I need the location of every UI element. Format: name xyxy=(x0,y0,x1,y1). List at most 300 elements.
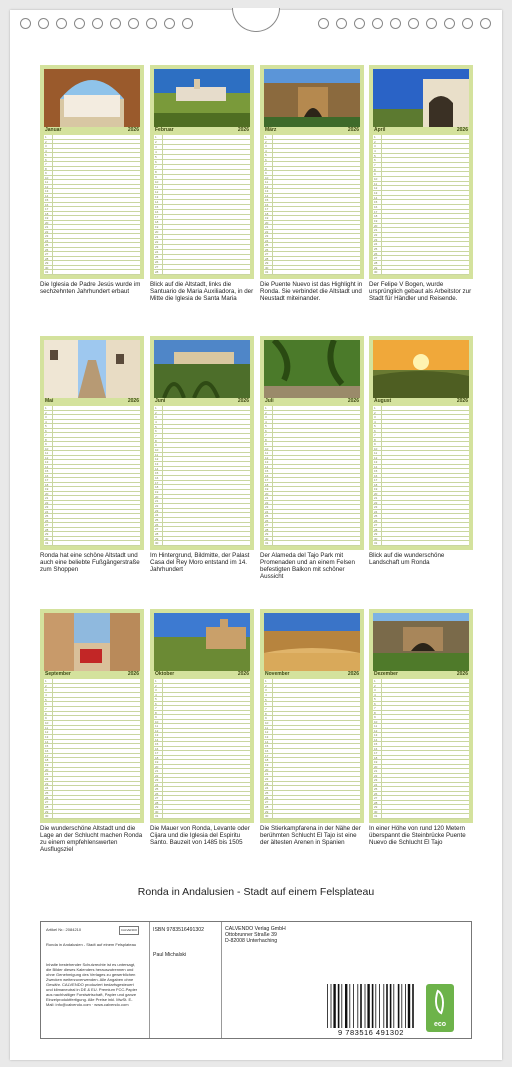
binding-hole xyxy=(372,18,383,29)
day-number: 21 xyxy=(45,772,49,777)
day-number: 25 xyxy=(155,518,159,522)
day-number: 9 xyxy=(155,715,157,720)
day-number: 14 xyxy=(374,195,378,200)
month-year: 2026 xyxy=(237,398,249,404)
day-number: 18 xyxy=(155,485,159,490)
month-card xyxy=(150,65,254,279)
month-header xyxy=(154,671,250,678)
publisher-street: Ottobrunner Straße 39 xyxy=(225,932,277,938)
day-number: 24 xyxy=(45,509,49,514)
day-number: 19 xyxy=(45,487,49,492)
day-number: 19 xyxy=(155,225,159,229)
day-number: 20 xyxy=(45,767,49,772)
fine-print: Inhalte bestehender Schutzrechte ist es untersagt, die Bilder dieses Kalenders herauszutrennen und ohne Genehmigung des Verlages zu gewerblichen Zwecken weiterzuverwenden. Alle Angaben ohne Gewähr. CALVENDO produziert bedarfsgesteuert und klimaneutral in DE & EU. Premium FCC-Papier aus nachhaltiger Forstwirtschaft, Papier und ganze Einzelproduktfertigung. Alle Preise inkl. MwSt. E-Mail: info@calvendo.com · www.calvendo.com xyxy=(46,962,138,1007)
day-number: 12 xyxy=(45,184,49,189)
day-number: 12 xyxy=(155,728,159,733)
day-number: 20 xyxy=(45,491,49,496)
day-number: 30 xyxy=(265,265,269,270)
day-number: 6 xyxy=(45,428,47,433)
day-number: 6 xyxy=(265,157,267,162)
day-number: 12 xyxy=(374,455,378,460)
day-number: 8 xyxy=(45,711,47,716)
month-year: 2026 xyxy=(456,671,468,677)
day-number: 12 xyxy=(265,184,269,189)
day-number: 25 xyxy=(155,787,159,792)
day-number: 24 xyxy=(45,786,49,791)
day-number: 30 xyxy=(374,270,378,275)
day-number: 14 xyxy=(374,737,378,742)
day-number: 3 xyxy=(265,144,267,149)
gate-view-photo xyxy=(373,69,469,127)
day-number: 27 xyxy=(265,252,269,257)
day-number: 22 xyxy=(155,504,159,508)
day-number: 28 xyxy=(155,800,159,805)
day-number: 13 xyxy=(265,460,269,465)
day-number: 9 xyxy=(265,442,267,447)
day-grid xyxy=(264,679,360,819)
publisher-city: D-82008 Unterhaching xyxy=(225,938,278,944)
day-number: 22 xyxy=(265,500,269,505)
day-number: 16 xyxy=(265,473,269,478)
day-number: 6 xyxy=(265,702,267,707)
binding-hole xyxy=(164,18,175,29)
day-number: 10 xyxy=(45,721,49,725)
day-number: 14 xyxy=(155,737,159,742)
day-number: 2 xyxy=(155,410,157,415)
day-number: 4 xyxy=(265,419,267,424)
month-year: 2026 xyxy=(127,398,139,404)
day-number: 2 xyxy=(45,410,47,415)
day-number: 4 xyxy=(374,419,376,424)
day-number: 26 xyxy=(265,247,269,252)
day-number: 3 xyxy=(374,144,376,149)
day-number: 17 xyxy=(374,478,378,483)
day-number: 23 xyxy=(45,781,49,786)
day-number: 6 xyxy=(374,428,376,433)
day-number: 21 xyxy=(374,496,378,501)
day-number: 11 xyxy=(374,451,378,456)
day-number: 4 xyxy=(374,692,376,697)
month-header xyxy=(44,127,140,134)
day-number: 7 xyxy=(155,706,157,711)
day-number: 15 xyxy=(265,469,269,474)
day-number: 23 xyxy=(374,237,378,242)
day-number: 29 xyxy=(155,536,159,541)
month-name: Februar xyxy=(155,127,174,133)
day-number: 26 xyxy=(45,795,49,800)
day-number: 19 xyxy=(374,760,378,765)
day-number: 11 xyxy=(45,451,49,456)
day-number: 5 xyxy=(265,424,267,429)
month-card xyxy=(150,609,254,823)
day-number: 12 xyxy=(45,730,49,735)
day-number: 20 xyxy=(155,230,159,234)
arena-view-photo xyxy=(264,613,360,671)
day-number: 25 xyxy=(265,791,269,795)
day-number: 23 xyxy=(265,781,269,786)
day-number: 20 xyxy=(265,767,269,772)
day-number: 29 xyxy=(265,261,269,266)
month-name: März xyxy=(265,127,277,133)
day-number: 6 xyxy=(155,701,157,706)
day-number: 14 xyxy=(374,464,378,469)
day-number: 1 xyxy=(374,406,376,410)
day-row xyxy=(264,270,360,275)
binding-hole xyxy=(480,18,491,29)
day-number: 5 xyxy=(265,697,267,702)
month-year: 2026 xyxy=(237,671,249,677)
day-number: 5 xyxy=(374,697,376,702)
day-number: 27 xyxy=(45,252,49,257)
day-number: 22 xyxy=(374,233,378,237)
month-caption: Die Puente Nuevo ist das Highlight in Ronda. Sie verbindet die Altstadt und Neustadt miteinander. xyxy=(260,281,363,302)
day-number: 16 xyxy=(45,749,49,753)
day-number: 1 xyxy=(45,679,47,683)
landscape-view-photo xyxy=(373,340,469,398)
month-header xyxy=(373,127,469,134)
day-number: 25 xyxy=(374,514,378,519)
day-number: 2 xyxy=(45,139,47,144)
day-number: 24 xyxy=(374,782,378,787)
day-number: 13 xyxy=(45,460,49,465)
day-number: 8 xyxy=(155,170,157,174)
day-number: 29 xyxy=(374,805,378,810)
day-number: 26 xyxy=(265,795,269,800)
day-number: 2 xyxy=(155,140,157,144)
month-card xyxy=(40,65,144,279)
day-number: 17 xyxy=(265,478,269,483)
day-grid xyxy=(264,406,360,546)
day-number: 29 xyxy=(45,532,49,537)
day-number: 17 xyxy=(155,215,159,219)
month-header xyxy=(373,398,469,405)
day-number: 11 xyxy=(155,452,159,457)
day-number: 11 xyxy=(45,180,49,185)
day-number: 16 xyxy=(374,205,378,209)
day-number: 25 xyxy=(265,514,269,519)
day-number: 6 xyxy=(155,429,157,434)
day-number: 11 xyxy=(155,185,159,189)
day-number: 13 xyxy=(374,733,378,738)
day-number: 10 xyxy=(374,446,378,451)
binding-hole xyxy=(128,18,139,29)
day-number: 18 xyxy=(45,758,49,763)
day-number: 8 xyxy=(45,166,47,171)
day-number: 22 xyxy=(265,777,269,781)
month-year: 2026 xyxy=(347,127,359,133)
day-number: 17 xyxy=(45,207,49,212)
day-number: 10 xyxy=(265,446,269,451)
day-number: 22 xyxy=(265,229,269,234)
day-number: 15 xyxy=(155,471,159,476)
day-number: 13 xyxy=(374,460,378,465)
binding-hole xyxy=(354,18,365,29)
day-number: 23 xyxy=(155,508,159,513)
day-number: 24 xyxy=(155,782,159,787)
day-number: 19 xyxy=(265,763,269,767)
month-caption: Der Felipe V Bogen, wurde ursprünglich gebaut als Arbeitstor zur Stadt für Händler und Reisende. xyxy=(369,281,472,302)
day-number: 9 xyxy=(45,716,47,721)
day-number: 2 xyxy=(45,683,47,688)
day-number: 27 xyxy=(155,796,159,801)
day-number: 7 xyxy=(155,434,157,438)
day-number: 19 xyxy=(374,219,378,223)
day-number: 22 xyxy=(45,777,49,781)
month-name: Juli xyxy=(265,398,274,404)
day-number: 24 xyxy=(265,509,269,514)
arch-view-photo xyxy=(44,69,140,127)
day-number: 9 xyxy=(265,716,267,721)
day-number: 2 xyxy=(374,683,376,688)
month-caption: Ronda hat eine schöne Altstadt und auch eine beliebte Fußgängerstraße zum Shoppen xyxy=(40,552,140,573)
day-number: 11 xyxy=(374,724,378,729)
day-number: 20 xyxy=(45,220,49,225)
day-number: 14 xyxy=(155,200,159,204)
day-number: 23 xyxy=(265,234,269,239)
day-number: 15 xyxy=(265,744,269,749)
day-number: 28 xyxy=(265,527,269,532)
day-number: 21 xyxy=(374,228,378,233)
day-number: 17 xyxy=(374,209,378,214)
day-number: 12 xyxy=(374,728,378,733)
day-number: 2 xyxy=(155,683,157,688)
binding-hole xyxy=(426,18,437,29)
calendar-title: Ronda in Andalusien - Stadt auf einem Felsplateau xyxy=(137,886,375,898)
month-card xyxy=(40,336,144,550)
day-number: 21 xyxy=(45,496,49,501)
day-number: 5 xyxy=(155,155,157,159)
day-number: 25 xyxy=(374,247,378,251)
day-number: 9 xyxy=(265,171,267,176)
day-number: 13 xyxy=(155,195,159,199)
day-number: 31 xyxy=(45,541,49,546)
gorge-view-photo xyxy=(373,613,469,671)
day-number: 21 xyxy=(45,225,49,230)
street-view-photo xyxy=(44,340,140,398)
month-caption: Die Mauer von Ronda, Levante oder Cijara und die Iglesia del Espiritu Santo. Bauzeit von 1485 bis 1505 xyxy=(150,825,250,846)
day-number: 1 xyxy=(265,135,267,139)
day-number: 3 xyxy=(155,688,157,693)
day-number: 14 xyxy=(45,739,49,744)
month-card xyxy=(40,609,144,823)
day-number: 1 xyxy=(374,135,376,139)
day-number: 24 xyxy=(374,242,378,247)
day-number: 20 xyxy=(374,223,378,228)
day-number: 15 xyxy=(374,469,378,474)
day-number: 18 xyxy=(374,214,378,219)
day-number: 16 xyxy=(374,746,378,751)
day-number: 19 xyxy=(374,487,378,492)
day-number: 5 xyxy=(374,153,376,158)
day-number: 30 xyxy=(155,809,159,814)
day-number: 29 xyxy=(374,532,378,537)
day-number: 20 xyxy=(265,491,269,496)
wall-view-photo xyxy=(154,613,250,671)
binding-hole xyxy=(336,18,347,29)
calvendo-logo: CALVENDO xyxy=(119,926,139,935)
day-number: 6 xyxy=(265,428,267,433)
day-number: 27 xyxy=(265,800,269,805)
binding-hole xyxy=(110,18,121,29)
day-number: 29 xyxy=(374,265,378,270)
month-card xyxy=(369,609,473,823)
day-grid xyxy=(264,135,360,275)
day-number: 22 xyxy=(374,500,378,505)
day-number: 1 xyxy=(265,406,267,410)
day-number: 16 xyxy=(155,476,159,480)
day-number: 31 xyxy=(45,270,49,275)
binding-hole xyxy=(408,18,419,29)
eco-badge xyxy=(426,984,454,1032)
day-number: 17 xyxy=(265,207,269,212)
day-number: 21 xyxy=(265,496,269,501)
day-number: 19 xyxy=(155,760,159,765)
day-number: 4 xyxy=(155,420,157,424)
day-number: 8 xyxy=(155,710,157,715)
day-number: 4 xyxy=(45,419,47,424)
day-number: 3 xyxy=(155,415,157,420)
day-number: 24 xyxy=(155,250,159,254)
day-number: 3 xyxy=(265,688,267,693)
day-number: 9 xyxy=(374,172,376,177)
alley-view-photo xyxy=(44,613,140,671)
day-number: 28 xyxy=(265,805,269,809)
month-name: August xyxy=(374,398,392,404)
day-number: 13 xyxy=(155,462,159,466)
day-number: 7 xyxy=(155,165,157,169)
day-number: 19 xyxy=(45,216,49,221)
day-number: 20 xyxy=(155,764,159,769)
day-number: 4 xyxy=(265,693,267,697)
day-number: 6 xyxy=(45,702,47,707)
day-number: 25 xyxy=(265,243,269,248)
day-number: 16 xyxy=(155,210,159,214)
day-number: 29 xyxy=(265,809,269,814)
binding-hole xyxy=(56,18,67,29)
day-number: 9 xyxy=(155,443,157,448)
month-header xyxy=(44,398,140,405)
park-view-photo xyxy=(264,340,360,398)
day-number: 30 xyxy=(374,809,378,814)
month-header xyxy=(44,671,140,678)
barcode-number: 9 783516 491302 xyxy=(338,1028,404,1037)
info-box xyxy=(40,921,472,1039)
day-number: 27 xyxy=(265,523,269,528)
month-name: Mai xyxy=(45,398,54,404)
publisher-name: CALVENDO Verlag GmbH xyxy=(225,926,286,932)
day-number: 27 xyxy=(155,527,159,532)
day-number: 2 xyxy=(265,683,267,688)
day-number: 30 xyxy=(374,536,378,541)
month-caption: Blick auf die Altstadt, links die Santuario de Maria Auxiliadora, in der Mitte die Iglesia de Santa Maria xyxy=(150,281,254,302)
binding-hole xyxy=(462,18,473,29)
month-name: April xyxy=(374,127,386,133)
day-number: 17 xyxy=(374,751,378,756)
day-number: 10 xyxy=(155,448,159,452)
day-number: 23 xyxy=(155,778,159,783)
day-number: 21 xyxy=(155,769,159,774)
day-number: 4 xyxy=(45,693,47,697)
day-grid xyxy=(373,679,469,819)
day-grid xyxy=(154,679,250,819)
day-number: 28 xyxy=(374,261,378,265)
day-number: 30 xyxy=(45,265,49,270)
day-number: 27 xyxy=(45,800,49,805)
binding-hole xyxy=(390,18,401,29)
day-number: 10 xyxy=(374,177,378,181)
day-number: 28 xyxy=(374,527,378,532)
day-number: 23 xyxy=(374,778,378,783)
day-number: 1 xyxy=(374,679,376,683)
day-number: 6 xyxy=(374,158,376,163)
town-view-photo xyxy=(154,69,250,127)
day-number: 7 xyxy=(265,707,267,711)
day-number: 26 xyxy=(374,251,378,256)
month-year: 2026 xyxy=(347,398,359,404)
day-number: 1 xyxy=(155,679,157,683)
day-number: 29 xyxy=(45,261,49,266)
day-grid xyxy=(44,135,140,275)
day-number: 24 xyxy=(374,509,378,514)
month-year: 2026 xyxy=(237,127,249,133)
day-number: 27 xyxy=(155,265,159,269)
day-row xyxy=(264,814,360,819)
day-number: 11 xyxy=(45,725,49,730)
day-number: 16 xyxy=(155,746,159,751)
day-number: 24 xyxy=(265,786,269,791)
binding-hole xyxy=(38,18,49,29)
day-number: 7 xyxy=(45,707,47,711)
day-number: 26 xyxy=(265,518,269,523)
day-number: 19 xyxy=(155,490,159,494)
day-number: 23 xyxy=(45,234,49,239)
month-name: Januar xyxy=(45,127,62,133)
day-number: 26 xyxy=(155,791,159,796)
day-number: 5 xyxy=(45,697,47,702)
day-number: 15 xyxy=(45,744,49,749)
day-number: 29 xyxy=(265,532,269,537)
month-header xyxy=(154,127,250,134)
day-number: 12 xyxy=(45,455,49,460)
day-number: 1 xyxy=(155,135,157,139)
day-number: 15 xyxy=(155,205,159,209)
day-number: 22 xyxy=(45,229,49,234)
day-number: 5 xyxy=(45,153,47,158)
day-number: 11 xyxy=(265,451,269,456)
day-number: 5 xyxy=(265,153,267,158)
month-caption: Die Iglesia de Padre Jesús wurde im sechzehnten Jahrhundert erbaut xyxy=(40,281,141,295)
month-header xyxy=(373,671,469,678)
day-number: 15 xyxy=(265,198,269,203)
day-number: 20 xyxy=(374,491,378,496)
day-number: 13 xyxy=(45,735,49,739)
day-number: 3 xyxy=(374,415,376,420)
day-number: 6 xyxy=(45,157,47,162)
day-number: 25 xyxy=(45,791,49,795)
day-number: 12 xyxy=(265,455,269,460)
binding-hole xyxy=(146,18,157,29)
day-number: 25 xyxy=(155,255,159,259)
bridge-view-photo xyxy=(264,69,360,127)
day-number: 11 xyxy=(265,725,269,730)
day-row xyxy=(154,814,250,819)
day-number: 4 xyxy=(155,692,157,697)
day-number: 13 xyxy=(374,191,378,195)
day-number: 17 xyxy=(265,753,269,758)
day-number: 3 xyxy=(45,415,47,420)
day-number: 19 xyxy=(265,487,269,492)
day-number: 30 xyxy=(155,541,159,546)
